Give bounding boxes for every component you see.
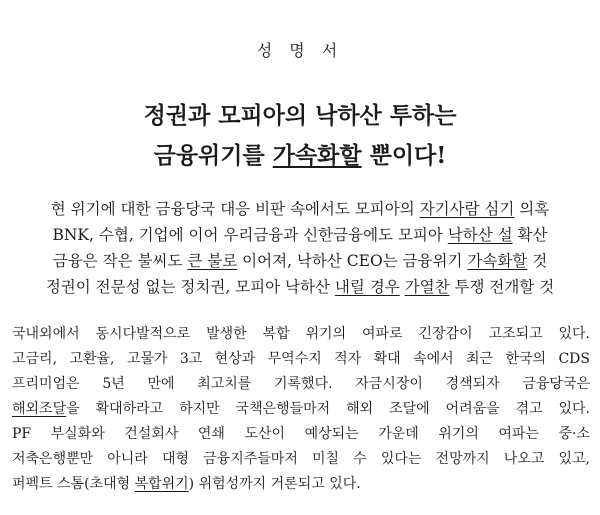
summary-text: 확산 xyxy=(512,226,548,244)
summary-underlined-text: 큰 불로 xyxy=(187,252,238,270)
headline xyxy=(0,96,600,176)
summary-line-3 xyxy=(8,248,592,274)
summary-text: 것 xyxy=(527,252,548,270)
headline-underlined-text: 가속화할 xyxy=(272,142,362,169)
summary-underlined-text: 내릴 경우 xyxy=(334,278,400,296)
body-line-3: 프리미엄은 5년 만에 최고치를 기록했다. 자금시장이 경색되자 금융당국은 xyxy=(12,376,590,392)
headline-text: 금융위기를 xyxy=(153,142,273,169)
headline-line-1: 정권과 모피아의 낙하산 투하는 xyxy=(143,102,457,129)
body-line-2: 고금리, 고환율, 고물가 3고 현상과 무역수지 적자 확대 속에서 최근 한국의 CDS xyxy=(12,351,590,367)
summary-underlined-text: 가속화할 xyxy=(467,252,528,270)
body-underlined-text: 복합위기 xyxy=(134,476,189,492)
body-text: 을 확대하라고 하지만 국책은행들마저 해외 조달에 어려움을 겪고 있다. xyxy=(66,401,590,417)
summary-line-2 xyxy=(8,222,592,248)
body-line-4 xyxy=(12,397,590,422)
body-text: ) 위험성까지 거론되고 있다. xyxy=(188,476,361,492)
body-line-1: 국내외에서 동시다발적으로 발생한 복합 위기의 여파로 긴장감이 고조되고 있다. xyxy=(12,326,590,342)
summary-text: BNK, 수협, 기업에 이어 우리금융과 신한금융에도 모피아 xyxy=(52,226,448,244)
summary-text: 투쟁 전개할 것 xyxy=(449,278,555,296)
summary-text: 금융은 작은 불씨도 xyxy=(52,252,188,270)
summary-underlined-text: 가열찬 xyxy=(404,278,450,296)
summary-text: 이어져, 낙하산 CEO는 금융위기 xyxy=(237,252,468,270)
summary-line-1 xyxy=(8,196,592,222)
body-underlined-text: 해외조달 xyxy=(12,401,67,417)
summary-points xyxy=(8,196,592,300)
summary-underlined-text: 자기사람 심기 xyxy=(419,200,515,218)
body-line-5: PF 부실화와 건설회사 연쇄 도산이 예상되는 가운데 위기의 여파는 중·소 xyxy=(12,426,590,442)
summary-line-4 xyxy=(8,274,592,300)
body-line-7 xyxy=(12,472,590,497)
headline-text: 뿐이다! xyxy=(361,142,447,169)
summary-underlined-text: 낙하산 설 xyxy=(447,226,513,244)
headline-line-2 xyxy=(0,136,600,176)
body-line-6: 저축은행뿐만 아니라 대형 금융지주들마저 미칠 수 있다는 전망까지 나오고 있고, xyxy=(12,451,590,467)
body-text: 퍼펙트 스톰(초대형 xyxy=(12,476,135,492)
summary-text: 정권이 전문성 없는 정치권, 모피아 낙하산 xyxy=(45,278,335,296)
summary-text: 의혹 xyxy=(514,200,550,218)
summary-text: 현 위기에 대한 금융당국 대응 비판 속에서도 모피아의 xyxy=(50,200,420,218)
document-type-label: 성 명 서 xyxy=(256,41,344,60)
body-paragraph xyxy=(12,322,590,497)
